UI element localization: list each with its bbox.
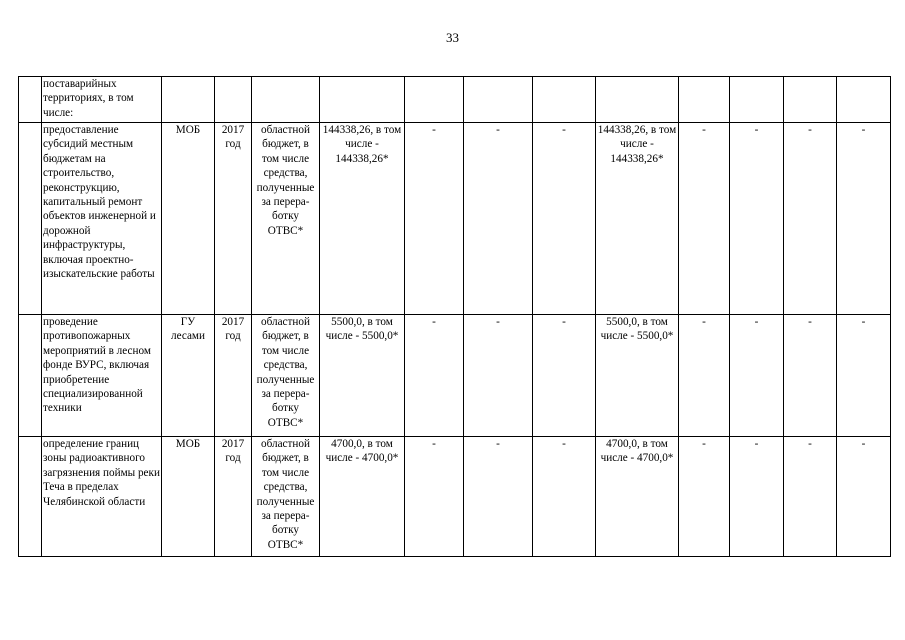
amount-cell bbox=[405, 77, 464, 123]
year-cell: 2017 год bbox=[215, 437, 252, 557]
amount-cell: - bbox=[679, 315, 730, 437]
executor-cell: МОБ bbox=[162, 123, 215, 315]
executor-cell: ГУ лесами bbox=[162, 315, 215, 437]
amount-cell: - bbox=[405, 123, 464, 315]
amount-cell: 144338,26, в том числе - 144338,26* bbox=[596, 123, 679, 315]
amount-cell bbox=[784, 77, 837, 123]
total-amount-cell: 4700,0, в том числе - 4700,0* bbox=[320, 437, 405, 557]
table-row bbox=[19, 77, 891, 123]
total-amount-cell bbox=[320, 77, 405, 123]
amount-cell: - bbox=[784, 315, 837, 437]
row-number-cell bbox=[19, 123, 42, 315]
amount-cell: 5500,0, в том числе - 5500,0* bbox=[596, 315, 679, 437]
amount-cell: - bbox=[730, 123, 784, 315]
funding-source-cell bbox=[252, 77, 320, 123]
funding-source-cell: областной бюджет, в том числе средства, полученные за перера-ботку ОТВС* bbox=[252, 315, 320, 437]
amount-cell: - bbox=[837, 315, 891, 437]
funding-source-cell: областной бюджет, в том числе средства, полученные за перера-ботку ОТВС* bbox=[252, 123, 320, 315]
amount-cell: - bbox=[784, 123, 837, 315]
total-amount-cell: 144338,26, в том числе - 144338,26* bbox=[320, 123, 405, 315]
measure-name-cell: определение границ зоны радиоактивного загрязнения поймы реки Теча в пределах Челябинской области bbox=[42, 437, 162, 557]
executor-cell: МОБ bbox=[162, 437, 215, 557]
amount-cell: - bbox=[464, 123, 533, 315]
amount-cell: - bbox=[679, 123, 730, 315]
measure-name-cell: предоставление субсидий местным бюджетам на строительство, реконструкцию, капитальный ремонт объектов инженерной и дорожной инфраструктуры, включая проектно-изыскательские работы bbox=[42, 123, 162, 315]
amount-cell bbox=[730, 77, 784, 123]
page-number: 33 bbox=[446, 30, 459, 45]
measure-name-cell: проведение противопожарных мероприятий в лесном фонде ВУРС, включая приобретение специализированной техники bbox=[42, 315, 162, 437]
amount-cell: 4700,0, в том числе - 4700,0* bbox=[596, 437, 679, 557]
amount-cell bbox=[596, 77, 679, 123]
row-number-cell bbox=[19, 437, 42, 557]
measure-name-cell: поставарийных территориях, в том числе: bbox=[42, 77, 162, 123]
amount-cell: - bbox=[837, 437, 891, 557]
row-number-cell bbox=[19, 77, 42, 123]
amount-cell: - bbox=[730, 315, 784, 437]
total-amount-cell: 5500,0, в том числе - 5500,0* bbox=[320, 315, 405, 437]
amount-cell: - bbox=[405, 315, 464, 437]
amount-cell: - bbox=[405, 437, 464, 557]
amount-cell: - bbox=[837, 123, 891, 315]
amount-cell bbox=[837, 77, 891, 123]
funding-source-cell: областной бюджет, в том числе средства, полученные за перера-ботку ОТВС* bbox=[252, 437, 320, 557]
amount-cell: - bbox=[533, 315, 596, 437]
amount-cell bbox=[679, 77, 730, 123]
row-number-cell bbox=[19, 315, 42, 437]
year-cell: 2017 год bbox=[215, 315, 252, 437]
amount-cell: - bbox=[533, 123, 596, 315]
table-row bbox=[19, 315, 891, 437]
amount-cell bbox=[464, 77, 533, 123]
amount-cell: - bbox=[784, 437, 837, 557]
amount-cell: - bbox=[464, 315, 533, 437]
executor-cell bbox=[162, 77, 215, 123]
amount-cell: - bbox=[679, 437, 730, 557]
amount-cell: - bbox=[464, 437, 533, 557]
year-cell: 2017 год bbox=[215, 123, 252, 315]
table-row bbox=[19, 123, 891, 315]
table-row bbox=[19, 437, 891, 557]
amount-cell: - bbox=[533, 437, 596, 557]
year-cell bbox=[215, 77, 252, 123]
budget-table bbox=[18, 76, 891, 557]
amount-cell: - bbox=[730, 437, 784, 557]
amount-cell bbox=[533, 77, 596, 123]
